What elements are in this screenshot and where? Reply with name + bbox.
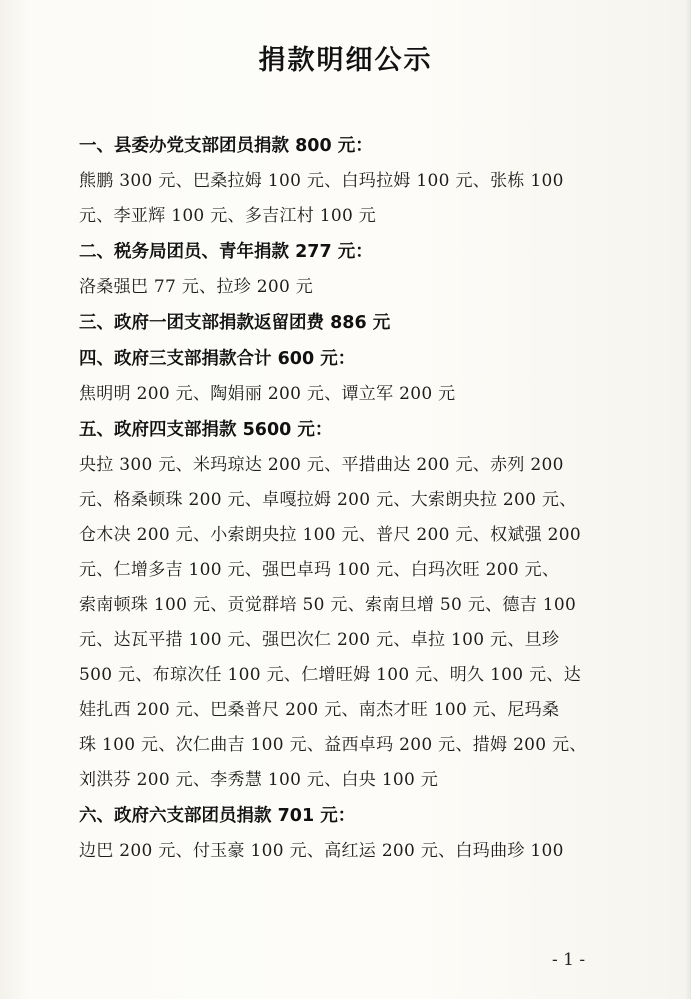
donor-line: 仓木决 200 元、小索朗央拉 100 元、普尺 200 元、权斌强 200 <box>79 525 582 545</box>
donor-line: 索南顿珠 100 元、贡觉群培 50 元、索南旦增 50 元、德吉 100 <box>79 595 577 615</box>
donor-line: 焦明明 200 元、陶娟丽 200 元、谭立军 200 元 <box>79 384 456 404</box>
donor-line: 元、达瓦平措 100 元、强巴次仁 200 元、卓拉 100 元、旦珍 <box>79 630 560 650</box>
donor-line: 元、格桑顿珠 200 元、卓嘎拉姆 200 元、大索朗央拉 200 元、 <box>79 490 577 510</box>
section-heading: 二、税务局团员、青年捐款 277 元： <box>79 242 373 262</box>
donor-line: 元、李亚辉 100 元、多吉江村 100 元 <box>79 206 377 226</box>
donation-list <box>79 128 619 869</box>
donor-line: 刘洪芬 200 元、李秀慧 100 元、白央 100 元 <box>79 770 439 790</box>
donor-line: 央拉 300 元、米玛琼达 200 元、平措曲达 200 元、赤列 200 <box>79 455 564 475</box>
donor-line: 元、仁增多吉 100 元、强巴卓玛 100 元、白玛次旺 200 元、 <box>79 560 560 580</box>
page-title: 捐款明细公示 <box>258 45 433 76</box>
donor-line: 珠 100 元、次仁曲吉 100 元、益西卓玛 200 元、措姆 200 元、 <box>79 735 587 755</box>
section-heading: 四、政府三支部捐款合计 600 元： <box>79 349 356 369</box>
section-heading: 五、政府四支部捐款 5600 元： <box>79 420 333 440</box>
donor-line: 洛桑强巴 77 元、拉珍 200 元 <box>79 277 314 297</box>
donor-line: 娃扎西 200 元、巴桑普尺 200 元、南杰才旺 100 元、尼玛桑 <box>79 700 560 720</box>
page-number: - 1 - <box>552 950 586 970</box>
scan-edge-shadow <box>685 0 691 999</box>
section-heading: 六、政府六支部团员捐款 701 元： <box>79 806 356 826</box>
donor-line: 熊鹏 300 元、巴桑拉姆 100 元、白玛拉姆 100 元、张栋 100 <box>79 171 564 191</box>
section-heading: 三、政府一团支部捐款返留团费 886 元 <box>79 313 391 333</box>
section-heading: 一、县委办党支部团员捐款 800 元： <box>79 136 373 156</box>
donor-line: 边巴 200 元、付玉豪 100 元、高红运 200 元、白玛曲珍 100 <box>79 841 564 861</box>
donor-line: 500 元、布琼次任 100 元、仁增旺姆 100 元、明久 100 元、达 <box>79 665 582 685</box>
